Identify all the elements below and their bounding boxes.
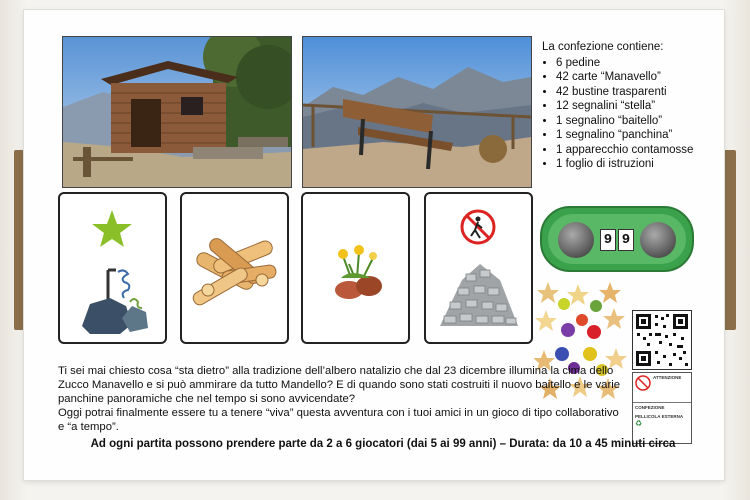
contents-item: • 1 apparecchio contamosse xyxy=(556,143,712,158)
contents-list xyxy=(542,40,712,172)
counter-knob-right xyxy=(640,222,676,258)
contents-item: • 1 segnalino “baitello” xyxy=(556,114,712,129)
tile-flowers xyxy=(301,192,410,344)
game-description xyxy=(58,364,623,434)
contents-item: • 1 foglio di istruzioni xyxy=(556,157,712,172)
star-and-spring-rock-icon xyxy=(60,194,165,342)
players-duration-footer: Ad ogni partita possono prendere parte da 2 a 6 giocatori (dai 5 ai 99 anni) – Durata: da 10 a 45 minuti circa xyxy=(90,438,676,450)
no-walking-rock-pile-icon xyxy=(426,194,531,342)
tile-no-walking xyxy=(424,192,533,344)
recycling-row xyxy=(633,403,691,433)
contents-item: • 42 bustine trasparenti xyxy=(556,85,712,100)
move-counter xyxy=(540,206,694,272)
description-paragraph-2: Oggi potrai finalmente essere tu a tenere “viva” questa avventura con i tuoi amici in un gioco di tipo collaborativo e “a tempo”. xyxy=(58,407,619,433)
recycle-icon: ♻ xyxy=(635,419,643,428)
recycling-confezione: CONFEZIONE xyxy=(635,405,665,410)
age-warning-icon xyxy=(635,375,651,391)
contents-items xyxy=(542,56,712,172)
move-counter-face xyxy=(548,214,686,264)
qr-code-icon xyxy=(632,310,692,370)
photo-bench xyxy=(302,36,532,188)
tile-star-spring xyxy=(58,192,167,344)
contents-title: La confezione contiene: xyxy=(542,41,664,53)
warning-row xyxy=(633,373,691,403)
counter-knob-left xyxy=(558,222,594,258)
recycling-pellicola: PELLICOLA ESTERNA xyxy=(635,414,684,419)
counter-digit-right: 9 xyxy=(618,229,634,251)
description-paragraph-1: Ti sei mai chiesto cosa “sta dietro” alla tradizione dell’albero natalizio che dal 23 dicembre illumina la cima dello Zucco Manavello e si può ammirare da tutto Mandello? E di quando sono stati costruiti il nuovo baitello e le varie panchine panoramiche che nel tempo si sono avvicendate? xyxy=(58,365,621,405)
box-back-panel xyxy=(24,10,724,480)
recycling-info-panel xyxy=(632,372,692,444)
contents-item: • 12 segnalini “stella” xyxy=(556,99,712,114)
contents-item: • 42 carte “Manavello” xyxy=(556,70,712,85)
counter-digits xyxy=(600,229,634,251)
counter-digit-left: 9 xyxy=(600,229,616,251)
photo-hut xyxy=(62,36,292,188)
firewood-icon xyxy=(182,194,287,342)
contents-item: • 1 segnalino “panchina” xyxy=(556,128,712,143)
contents-item: • 6 pedine xyxy=(556,56,712,71)
flowers-on-rock-icon xyxy=(303,194,408,342)
tile-firewood xyxy=(180,192,289,344)
warning-text: ATTENZIONE xyxy=(653,375,682,380)
